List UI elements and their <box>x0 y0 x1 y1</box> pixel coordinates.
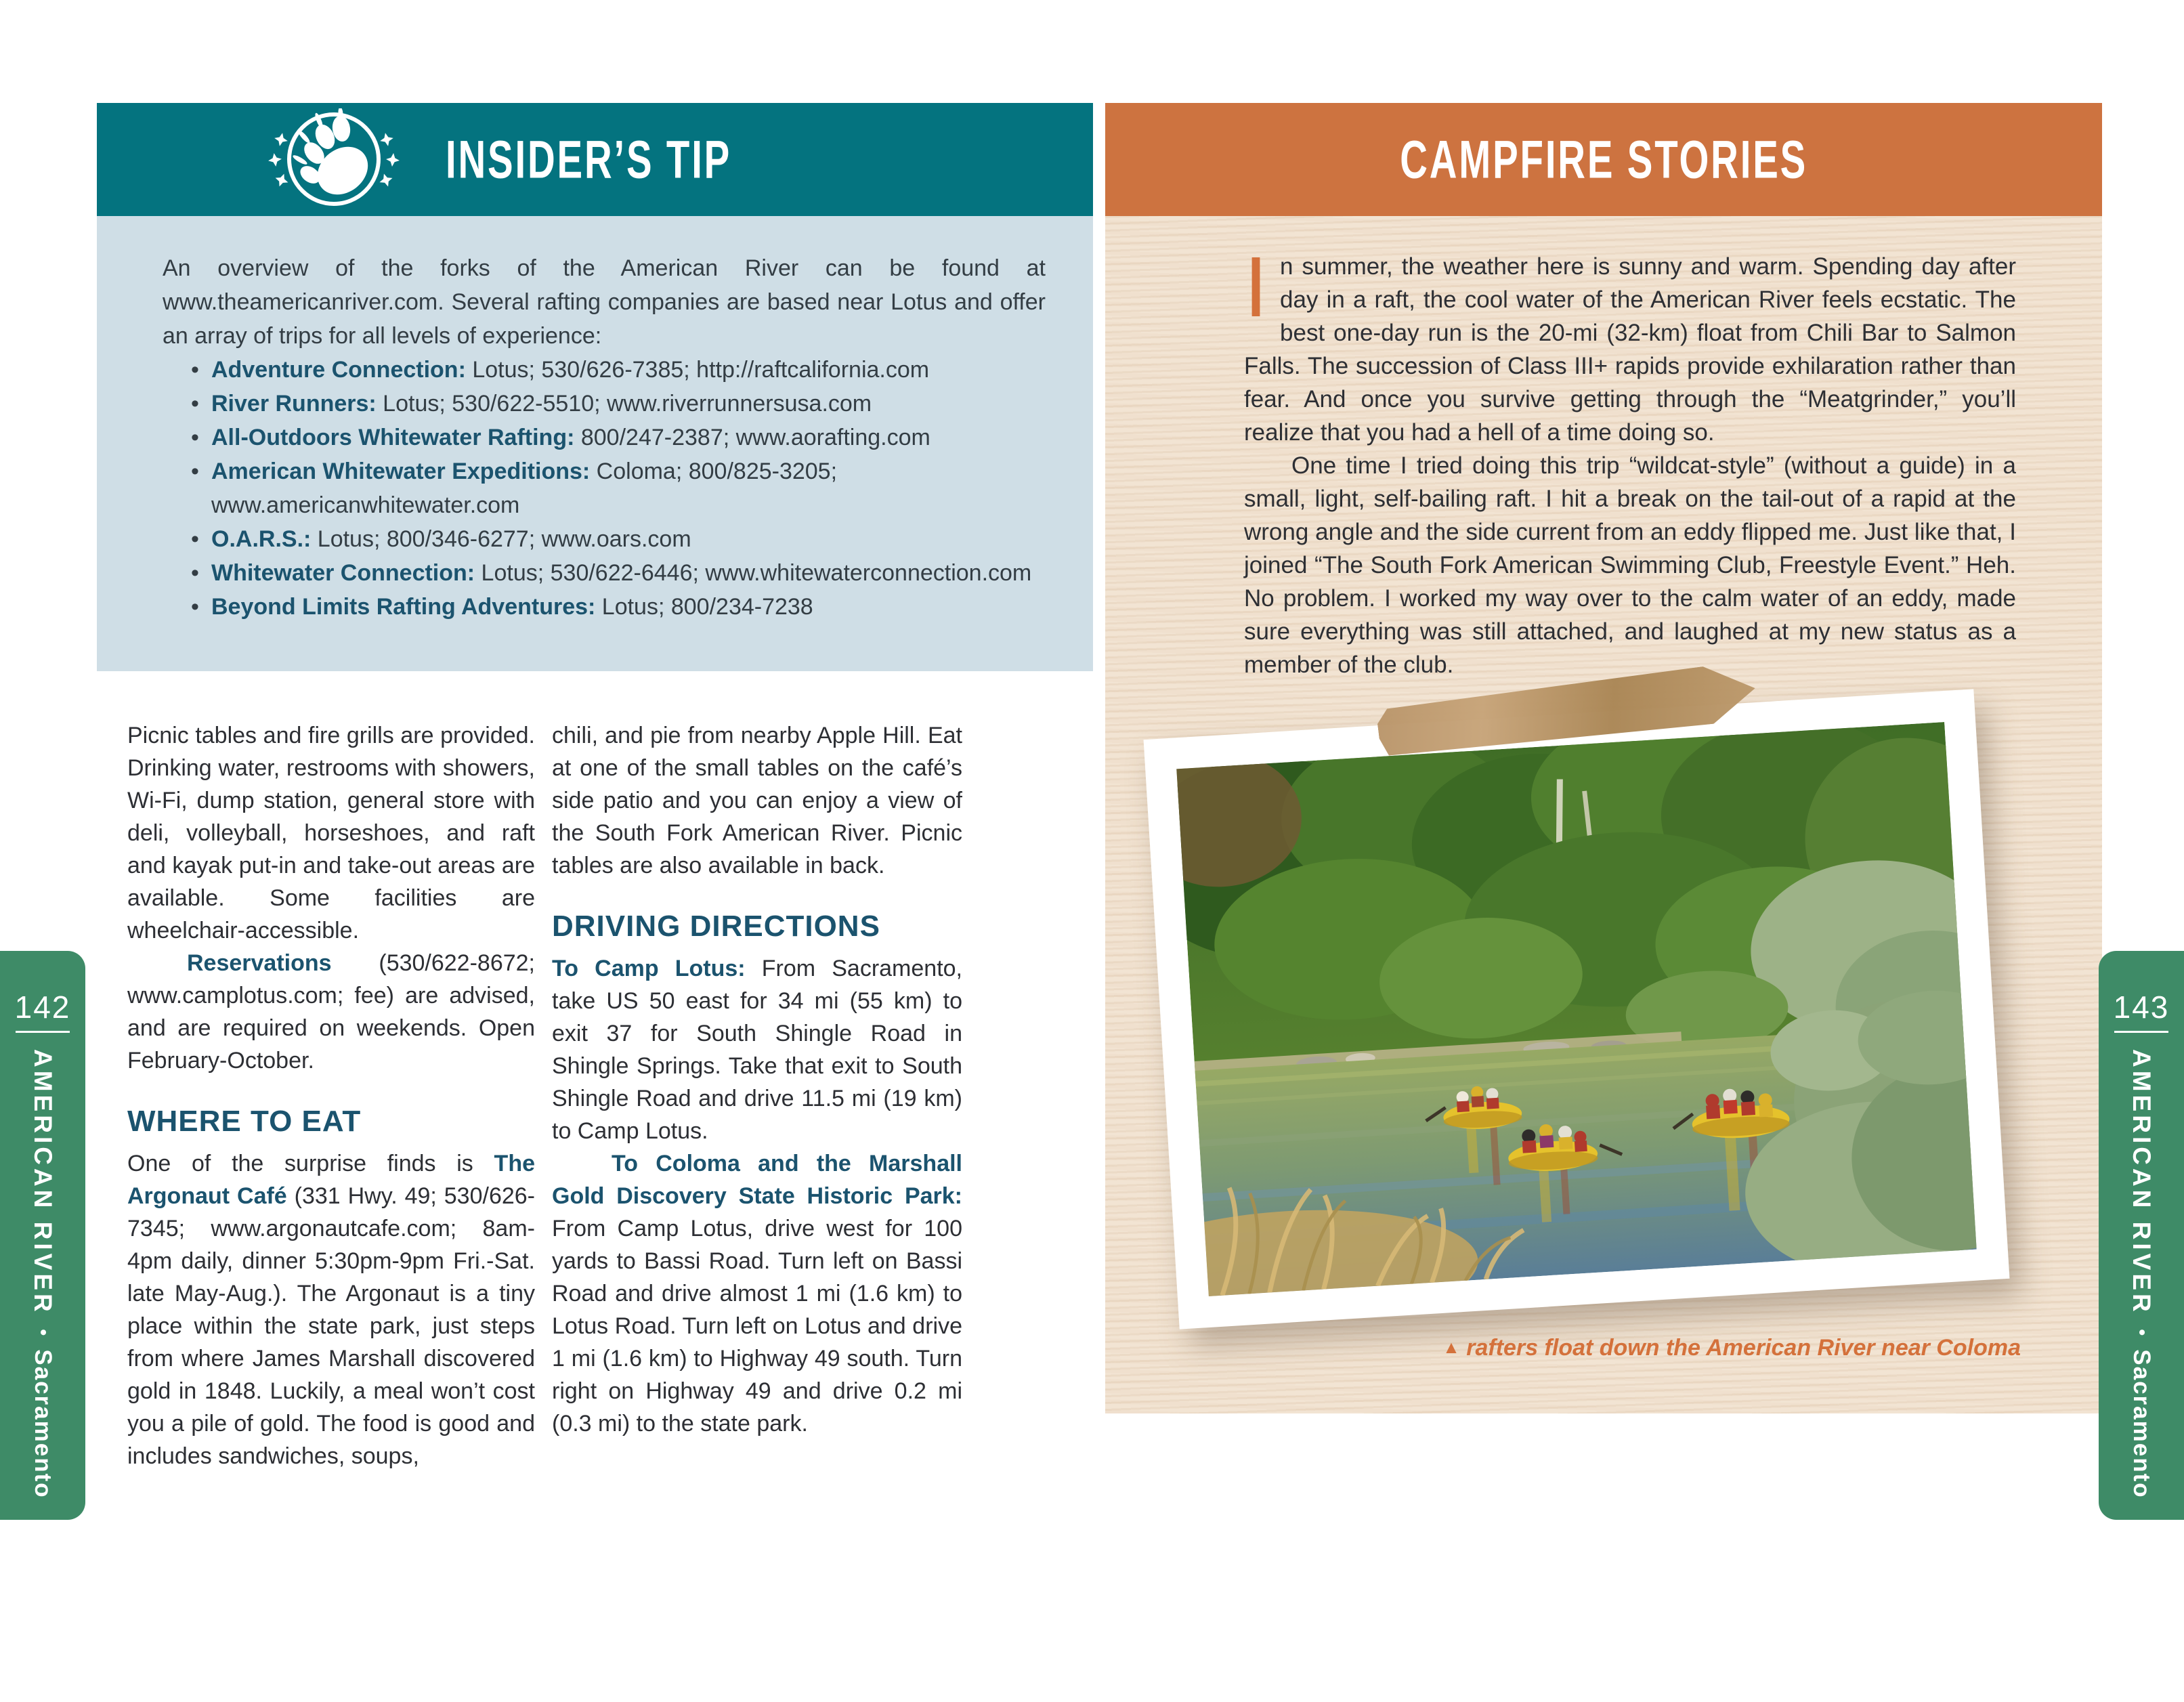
story-paragraph-1-text: n summer, the weather here is sunny and warm. Spending day after day in a raft, the cool water of the American River feels ecstatic. The best one-day run is the 20-mi (32-km) float from Chili Bar to Salmon Falls. The succession of Class III+ rapids provide exhilaration rather than fear. And once you survive getting through the “Meatgrinder,” you’ll realize that you had a hell of a time doing so. <box>1244 253 2016 446</box>
list-item <box>190 556 1046 590</box>
to-coloma-label: To Coloma and the Marshall Gold Discovery State Historic Park: <box>552 1151 962 1209</box>
chapter-region: AMERICAN RIVER <box>2128 1049 2156 1315</box>
triangle-up-icon: ▲ <box>1442 1337 1460 1357</box>
dropcap-letter: I <box>1244 239 1268 335</box>
dot-separator: • <box>32 1328 54 1336</box>
where-to-eat-heading: WHERE TO EAT <box>127 1105 362 1138</box>
bullet-icon: • <box>191 425 199 450</box>
to-coloma-detail: From Camp Lotus, drive west for 100 yards to Bassi Road. Turn left on Bassi Road and drive almost 1 mi (1.6 km) to Lotus Road. Turn left on Lotus and drive 1 mi (1.6 km) to Highway 49 south. Turn right on Highway 49 and drive 0.2 mi (0.3 mi) to the state park. <box>552 1216 962 1437</box>
insiders-tip-header <box>97 103 1093 216</box>
reservations-paragraph <box>127 947 535 1077</box>
company-name: Beyond Limits Rafting Adventures: <box>211 594 596 620</box>
to-camp-lotus-label: To Camp Lotus: <box>552 956 746 981</box>
where-to-eat-pre: One of the surprise finds is <box>127 1151 494 1176</box>
campfire-stories-header <box>1105 103 2102 216</box>
page-number-rule <box>16 1031 70 1033</box>
company-name: Whitewater Connection: <box>211 560 475 586</box>
company-name: River Runners: <box>211 391 377 417</box>
page-number: 143 <box>2113 990 2170 1025</box>
campfire-stories-panel <box>1105 216 2102 1413</box>
driving-directions-heading: DRIVING DIRECTIONS <box>552 910 880 943</box>
campfire-title: CAMPFIRE STORIES <box>1400 129 1807 190</box>
list-item <box>190 522 1046 556</box>
argonaut-cafe-label: The Argonaut Café <box>127 1151 535 1209</box>
tip-title: INSIDER’S TIP <box>446 129 732 190</box>
list-item <box>190 454 1046 522</box>
company-detail: Lotus; 530/622-5510; www.riverrunnersusa.com <box>376 391 872 417</box>
to-camp-lotus-detail: From Sacramento, take US 50 east for 34 mi (55 km) to exit 37 for South Shingle Road in Shingle Springs. Take that exit to South Shingle Road and drive 11.5 mi (19 km) to Camp Lotus. <box>552 956 962 1144</box>
bear-paw-icon <box>266 108 402 210</box>
story-paragraph-1 <box>1244 239 2016 449</box>
list-item <box>190 387 1046 421</box>
directions-camp-lotus <box>552 952 962 1147</box>
photo-caption <box>1442 1335 2021 1361</box>
page-tab-left <box>0 951 85 1520</box>
reservations-detail: (530/622-8672; www.camplotus.com; fee) are advised, and are required on weekends. Open February-October. <box>127 950 535 1073</box>
chapter-city: Sacramento <box>30 1349 56 1499</box>
directions-coloma <box>552 1147 962 1440</box>
company-name: American Whitewater Expeditions: <box>211 459 591 484</box>
list-item <box>190 421 1046 454</box>
company-name: All-Outdoors Whitewater Rafting: <box>211 425 575 450</box>
company-name: Adventure Connection: <box>211 357 466 383</box>
chapter-label <box>28 1049 57 1499</box>
chapter-city: Sacramento <box>2128 1349 2155 1499</box>
company-name: O.A.R.S.: <box>211 526 312 552</box>
company-detail: Lotus; 530/622-6446; www.whitewaterconnection.com <box>475 560 1032 586</box>
bullet-icon: • <box>191 526 199 552</box>
bullet-icon: • <box>191 594 199 620</box>
chapter-region: AMERICAN RIVER <box>29 1049 57 1315</box>
list-item <box>190 590 1046 624</box>
rafting-company-list <box>190 353 1046 624</box>
cafe-paragraph: chili, and pie from nearby Apple Hill. Eat at one of the small tables on the café’s side patio and you can enjoy a view of the South Fork American River. Picnic tables are also available in back. <box>552 723 962 878</box>
page-number: 142 <box>14 990 71 1025</box>
where-to-eat-detail: (331 Hwy. 49; 530/626-7345; www.argonautcafe.com; 8am-4pm daily, dinner 5:30pm-9pm Fri.-Sat. late May-Aug.). The Argonaut is a tiny place within the state park, just steps from where James Marshall discovered gold in 1848. Luckily, a meal won’t cost you a pile of gold. The food is good and includes sandwiches, soups, <box>127 1183 535 1469</box>
photo-caption-text: rafters float down the American River near Coloma <box>1466 1335 2021 1361</box>
bullet-icon: • <box>191 560 199 586</box>
chapter-label <box>2127 1049 2156 1499</box>
company-detail: Lotus; 800/234-7238 <box>595 594 813 620</box>
bullet-icon: • <box>191 357 199 383</box>
company-detail: Lotus; 800/346-6277; www.oars.com <box>311 526 691 552</box>
insiders-tip-box <box>97 216 1093 671</box>
campfire-story-text <box>1244 239 2016 681</box>
company-detail: Coloma; 800/825-3205; www.americanwhitewater.com <box>211 459 838 518</box>
dot-separator: • <box>2131 1328 2153 1336</box>
rafting-photo-illustration <box>1176 722 1976 1296</box>
company-detail: Lotus; 530/626-7385; http://raftcalifornia.com <box>465 357 930 383</box>
tip-intro-text: An overview of the forks of the American River can be found at www.theamericanriver.com. Several rafting companies are based near Lotus and offer an array of trips for all levels of experience: <box>163 255 1046 349</box>
bullet-icon: • <box>191 459 199 484</box>
page-tab-right <box>2099 951 2184 1520</box>
page-number-rule <box>2114 1031 2168 1033</box>
where-to-eat-paragraph <box>127 1147 535 1472</box>
reservations-label: Reservations <box>187 950 332 976</box>
company-detail: 800/247-2387; www.aorafting.com <box>574 425 930 450</box>
story-paragraph-2: One time I tried doing this trip “wildcat-style” (without a guide) in a small, light, self-bailing raft. I hit a break on the tail-out of a rapid at the wrong angle and the side current from an eddy flipped me. Just like that, I joined “The South Fork American Swimming Club, Freestyle Event.” Heh. No problem. I worked my way over to the calm water of an eddy, made sure everything was still attached, and laughed at my new status as a member of the club. <box>1244 452 2016 678</box>
right-column <box>552 719 962 1440</box>
bullet-icon: • <box>191 391 199 417</box>
facilities-paragraph: Picnic tables and fire grills are provided. Drinking water, restrooms with showers, Wi-Fi, dump station, general store with deli, volleyball, horseshoes, and raft and kayak put-in and take-out areas are available. Some facilities are wheelchair-accessible. <box>127 723 535 943</box>
left-column <box>127 719 535 1472</box>
list-item <box>190 353 1046 387</box>
river-photo <box>1144 689 2010 1329</box>
